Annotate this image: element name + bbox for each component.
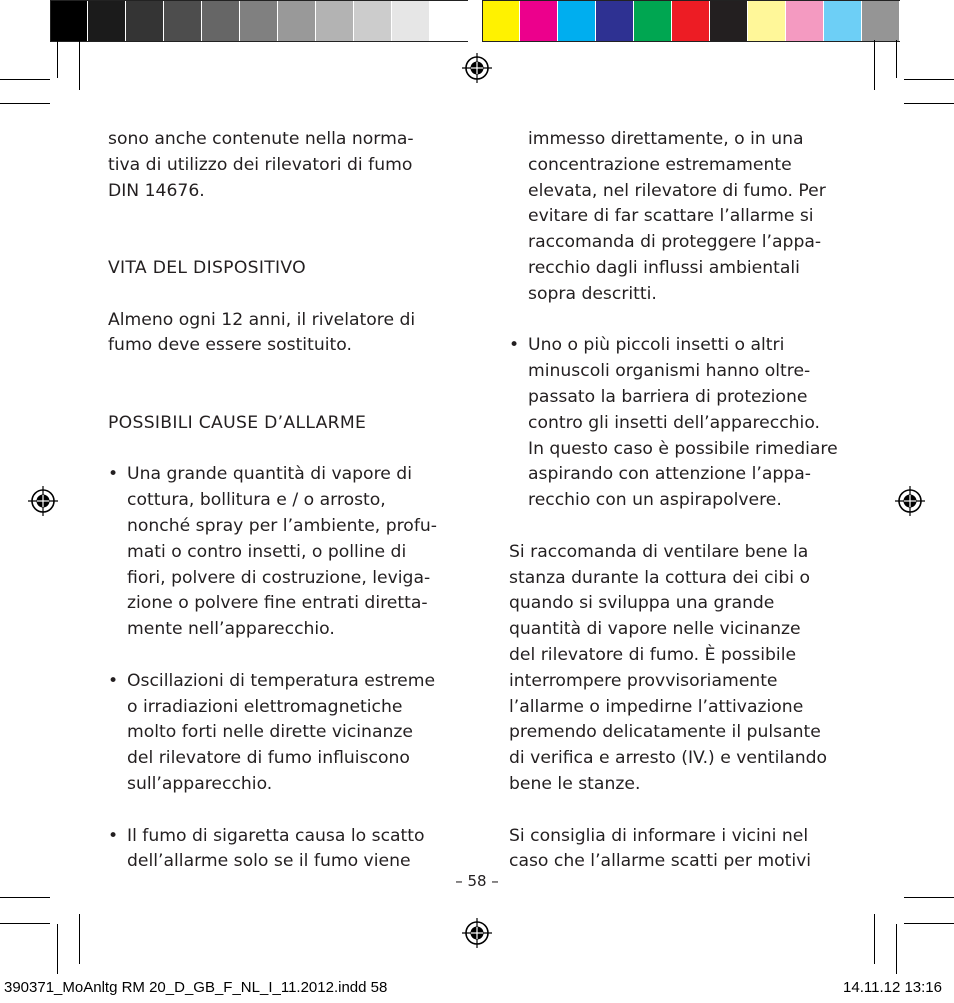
color-swatch: [392, 1, 430, 41]
neighbors-paragraph: [509, 824, 869, 876]
text-line: sopra descritti.: [528, 283, 657, 304]
color-swatch: [596, 1, 634, 41]
print-slug-datetime: 14.11.12 13:16: [843, 979, 942, 996]
text-line: sull’apparecchio.: [127, 773, 273, 794]
text-line: l’allarme o impedirne l’attivazione: [509, 696, 804, 717]
crop-mark: [79, 914, 80, 964]
left-text-column: [108, 127, 458, 875]
text-line: concentrazione estremamente: [528, 154, 792, 175]
text-line: recchio con un aspirapolvere.: [528, 490, 782, 511]
text-line: aspirando con attenzione l’appa-: [528, 464, 811, 485]
text-line: tiva di utilizzo dei rilevatori di fumo: [108, 154, 413, 175]
color-swatch: [88, 1, 126, 41]
text-line: Oscillazioni di temperatura estreme: [127, 670, 436, 691]
color-swatch: [558, 1, 596, 41]
color-swatch: [786, 1, 824, 41]
color-swatch: [672, 1, 710, 41]
text-line: del rilevatore di fumo. È possibile: [509, 644, 797, 665]
color-swatch: [482, 1, 520, 41]
text-line: nonché spray per l’ambiente, profu-: [127, 515, 437, 536]
crop-mark: [0, 79, 50, 80]
bullet-icon: •: [509, 335, 520, 356]
color-swatch: [824, 1, 862, 41]
text-line: Uno o più piccoli insetti o altri: [528, 335, 785, 356]
bullet-icon: •: [108, 464, 119, 485]
text-line: premendo delicatamente il pulsante: [509, 722, 821, 743]
text-line: caso che l’allarme scatti per motivi: [509, 851, 812, 872]
crop-mark: [0, 897, 50, 898]
section-heading-causes: POSSIBILI CAUSE D’ALLARME: [108, 412, 367, 433]
text-line: quando si sviluppa una grande: [509, 593, 775, 614]
print-slug-filename: 390371_MoAnltg RM 20_D_GB_F_NL_I_11.2012.indd 58: [4, 979, 388, 996]
text-line: sono anche contenute nella norma-: [108, 129, 414, 149]
bullet-continuation: [509, 127, 869, 308]
text-line: fumo deve essere sostituito.: [108, 335, 352, 356]
crop-mark: [57, 924, 58, 974]
text-line: o irradiazioni elettromagnetiche: [127, 696, 403, 717]
text-line: mati o contro insetti, o polline di: [127, 541, 407, 562]
crop-mark: [904, 103, 954, 104]
color-swatch: [634, 1, 672, 41]
life-paragraph: [108, 308, 458, 360]
text-line: Almeno ogni 12 anni, il rivelatore di: [108, 309, 416, 330]
text-line: Si raccomanda di ventilare bene la: [509, 541, 809, 562]
crop-mark: [874, 40, 875, 90]
text-line: DIN 14676.: [108, 180, 205, 201]
text-line: Il fumo di sigaretta causa lo scatto: [127, 825, 425, 846]
text-line: recchio dagli influssi ambientali: [528, 257, 800, 278]
color-swatch: [520, 1, 558, 41]
crop-mark: [874, 914, 875, 964]
text-line: immesso direttamente, o in una: [528, 129, 804, 149]
text-line: del rilevatore di fumo influiscono: [127, 748, 410, 769]
color-swatch: [862, 1, 900, 41]
text-line: molto forti nelle dirette vicinanze: [127, 722, 413, 743]
text-line: passato la barriera di protezione: [528, 386, 808, 407]
bullet-icon: •: [108, 670, 119, 691]
color-swatch: [748, 1, 786, 41]
bullet-item: [509, 333, 869, 514]
text-line: fiori, polvere di costruzione, leviga-: [127, 567, 431, 588]
color-swatch: [710, 1, 748, 41]
registration-mark-icon: [895, 486, 925, 516]
text-line: quantità di vapore nelle vicinanze: [509, 619, 801, 640]
ventilation-paragraph: [509, 540, 869, 798]
text-line: di verifica e arresto (IV.) e ventilando: [509, 748, 828, 769]
color-swatch: [278, 1, 316, 41]
color-swatch: [430, 1, 468, 41]
text-line: cottura, bollitura e / o arrosto,: [127, 490, 386, 511]
page-number: – 58 –: [455, 872, 499, 890]
text-line: bene le stanze.: [509, 773, 641, 794]
text-line: Una grande quantità di vapore di: [127, 464, 412, 485]
crop-mark: [896, 924, 897, 974]
crop-mark: [79, 40, 80, 90]
intro-paragraph: [108, 127, 458, 204]
bullet-icon: •: [108, 825, 119, 846]
text-line: In questo caso è possibile rimediare: [528, 438, 838, 459]
text-line: contro gli insetti dell’apparecchio.: [528, 412, 820, 433]
text-line: stanza durante la cottura dei cibi o: [509, 567, 810, 588]
text-line: interrompere provvisoriamente: [509, 670, 778, 691]
color-swatch: [240, 1, 278, 41]
crop-mark: [904, 897, 954, 898]
right-text-column: [509, 127, 869, 875]
text-line: dell’allarme solo se il fumo viene: [127, 851, 411, 872]
registration-mark-icon: [462, 918, 492, 948]
crop-mark: [0, 923, 50, 924]
bullet-item: [108, 824, 458, 876]
text-line: mente nell’apparecchio.: [127, 619, 335, 640]
color-swatch: [164, 1, 202, 41]
text-line: raccomanda di proteggere l’appa-: [528, 232, 822, 253]
bullet-item: [108, 462, 458, 643]
registration-mark-icon: [462, 53, 492, 83]
crop-mark: [904, 923, 954, 924]
color-swatch: [202, 1, 240, 41]
color-swatch: [354, 1, 392, 41]
crop-mark: [0, 103, 50, 104]
section-heading-life: VITA DEL DISPOSITIVO: [108, 257, 306, 278]
bullet-item: [108, 669, 458, 798]
text-line: minuscoli organismi hanno oltre-: [528, 361, 811, 382]
crop-mark: [57, 40, 58, 78]
color-swatch: [126, 1, 164, 41]
registration-mark-icon: [28, 486, 58, 516]
crop-mark: [904, 79, 954, 80]
process-color-bar: [482, 0, 900, 42]
text-line: zione o polvere fine entrati diretta-: [127, 593, 428, 614]
color-swatch: [316, 1, 354, 41]
text-line: Si consiglia di informare i vicini nel: [509, 825, 809, 846]
text-line: elevata, nel rilevatore di fumo. Per: [528, 180, 826, 201]
color-swatch: [50, 1, 88, 41]
text-line: evitare di far scattare l’allarme si: [528, 206, 814, 227]
crop-mark: [896, 40, 897, 78]
grayscale-color-bar: [50, 0, 468, 42]
